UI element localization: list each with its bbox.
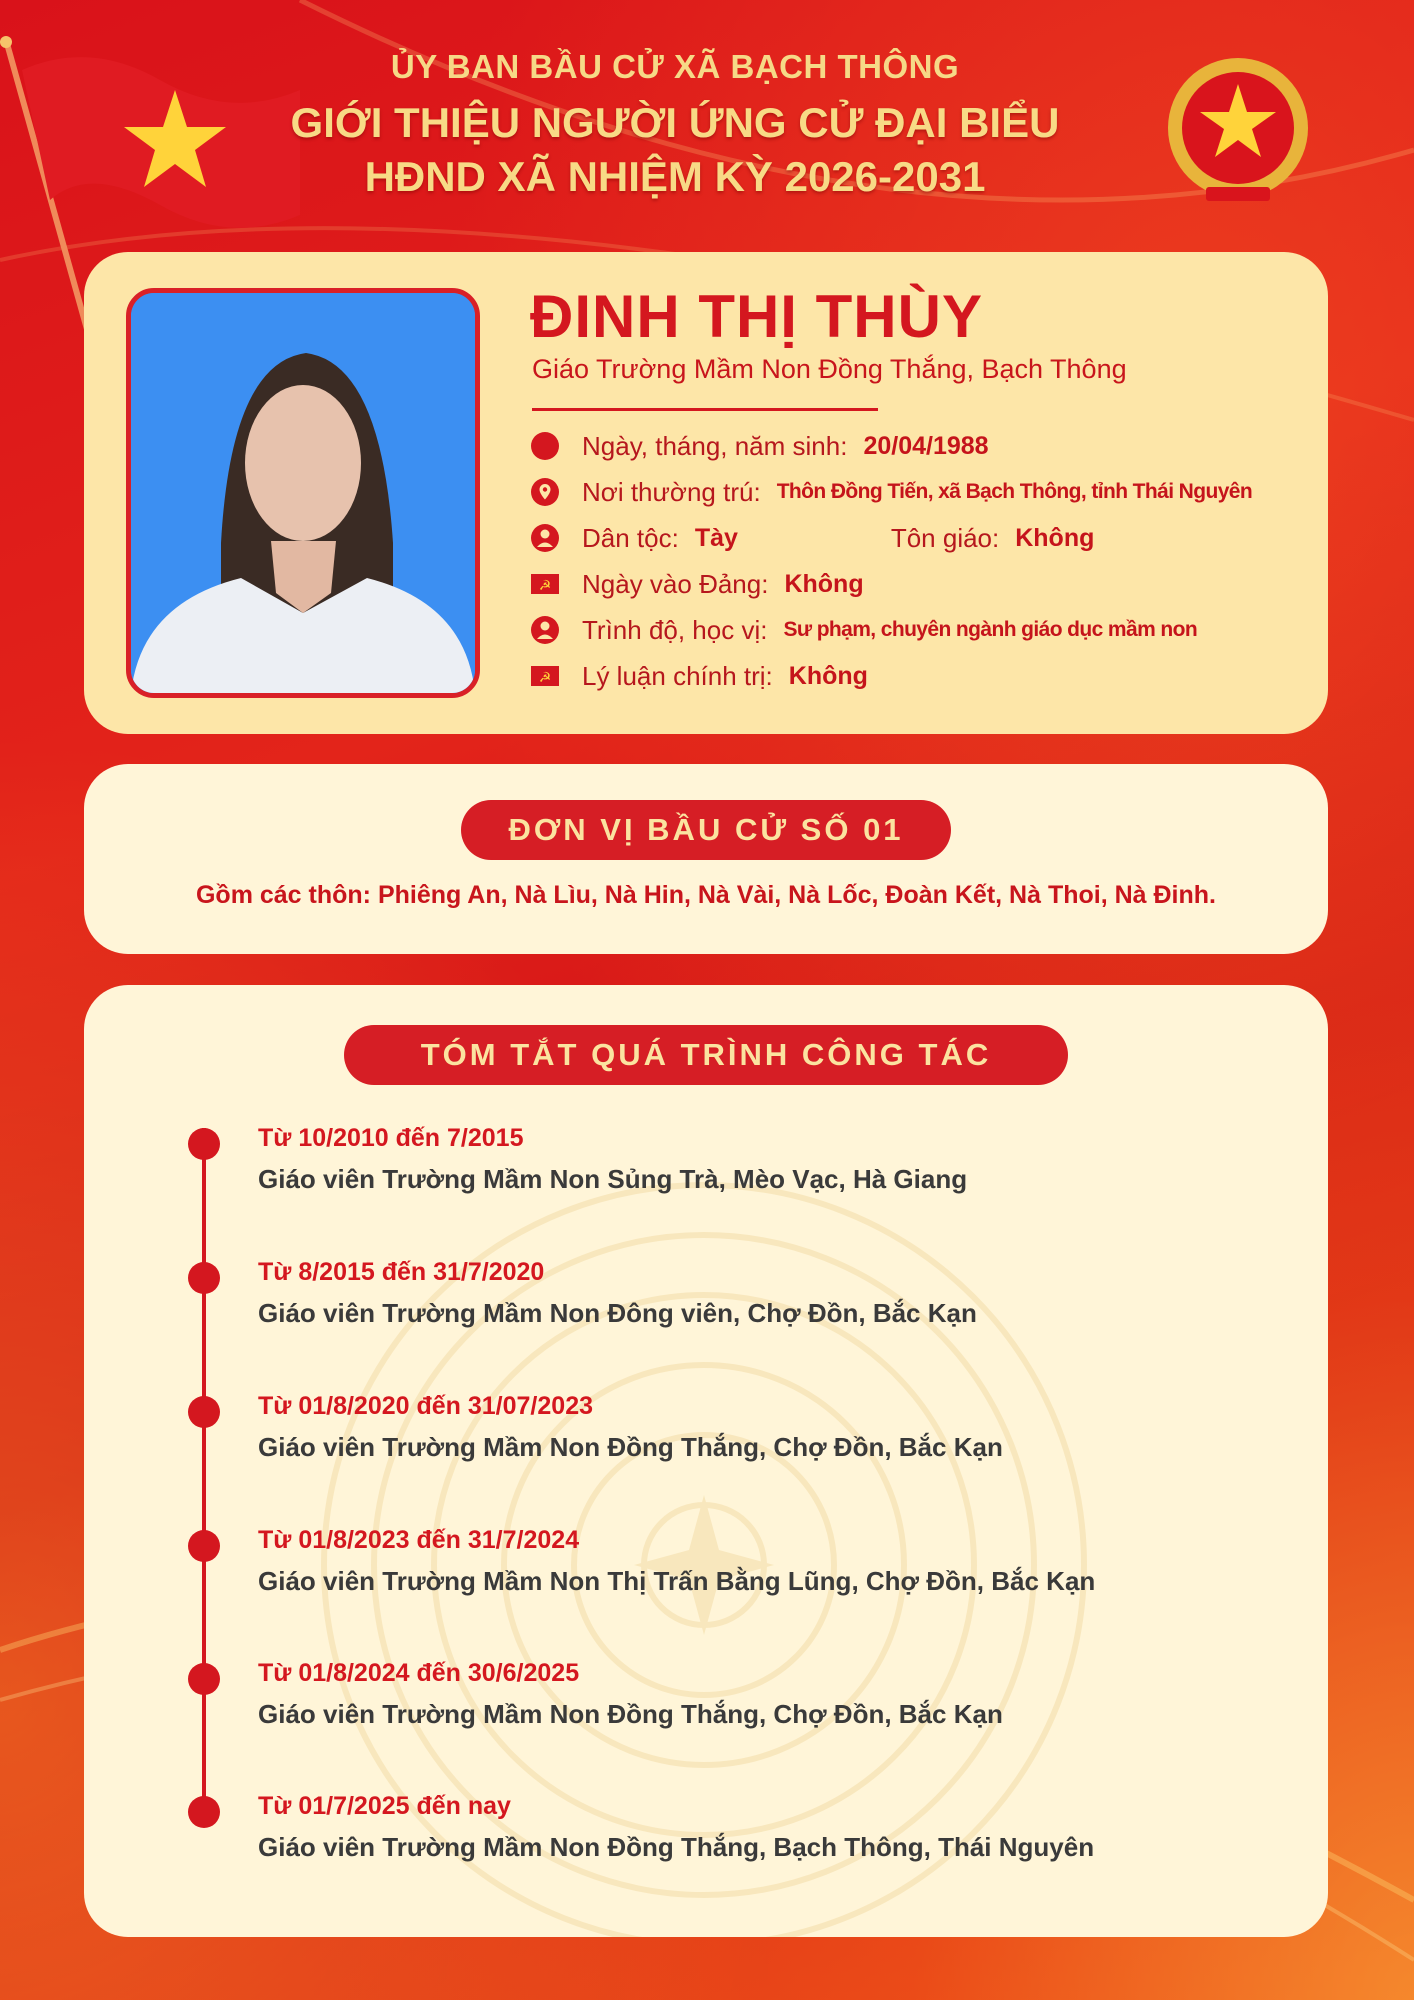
- timeline-description: Giáo viên Trường Mầm Non Thị Trấn Bằng Lũng, Chợ Đồn, Bắc Kạn: [258, 1566, 1096, 1596]
- timeline-dot: [188, 1262, 220, 1294]
- person-icon: [530, 523, 560, 553]
- electoral-unit-title: ĐƠN VỊ BẦU CỬ SỐ 01: [461, 800, 951, 860]
- candidate-position: Giáo Trường Mầm Non Đồng Thắng, Bạch Thông: [532, 354, 1127, 384]
- religion-value: Không: [1015, 523, 1095, 552]
- religion-label: Tôn giáo:: [890, 522, 1000, 553]
- national-emblem-icon: [1158, 52, 1318, 212]
- career-summary-title: TÓM TẮT QUÁ TRÌNH CÔNG TÁC: [344, 1025, 1068, 1085]
- timeline-period: Từ 01/8/2023 đến 31/7/2024: [258, 1526, 580, 1554]
- education-value: Sư phạm, chuyên ngành giáo dục mầm non: [783, 618, 1198, 641]
- red-circle-icon: [530, 431, 560, 461]
- info-row-ethnicity: [530, 518, 1094, 558]
- timeline-period: Từ 01/8/2024 đến 30/6/2025: [258, 1659, 580, 1687]
- page-header: [230, 48, 1120, 204]
- politics-label: Lý luận chính trị:: [582, 660, 773, 691]
- party-flag-icon: [530, 569, 560, 599]
- politics-value: Không: [788, 661, 868, 690]
- location-pin-icon: [530, 477, 560, 507]
- candidate-profile-card: [84, 252, 1328, 734]
- page-title-line2: HĐND XÃ NHIỆM KỲ 2026-2031: [364, 153, 986, 200]
- timeline-line: [202, 1128, 206, 1808]
- residence-value: Thôn Đồng Tiến, xã Bạch Thông, tỉnh Thái Nguyên: [776, 480, 1253, 503]
- svg-text:☭: ☭: [538, 578, 552, 594]
- electoral-unit-description: Gồm các thôn: Phiêng An, Nà Lìu, Nà Hin, Nà Vài, Nà Lốc, Đoàn Kết, Nà Thoi, Nà Đinh.: [195, 881, 1216, 909]
- party-value: Không: [784, 569, 864, 598]
- info-row-politics: [530, 656, 868, 696]
- drum-pattern-watermark: [314, 1175, 1094, 1937]
- page-title-line1: GIỚI THIỆU NGƯỜI ỨNG CỬ ĐẠI BIỂU: [290, 99, 1060, 146]
- timeline-period: Từ 10/2010 đến 7/2015: [258, 1124, 524, 1152]
- info-row-education: [530, 610, 1197, 650]
- info-row-residence: [530, 472, 1252, 512]
- timeline-period: Từ 01/8/2020 đến 31/07/2023: [258, 1392, 593, 1420]
- residence-label: Nơi thường trú:: [582, 476, 761, 507]
- career-summary-card: [84, 985, 1328, 1937]
- timeline-dot: [188, 1530, 220, 1562]
- education-label: Trình độ, học vị:: [582, 614, 768, 645]
- timeline-dot: [188, 1128, 220, 1160]
- timeline-description: Giáo viên Trường Mầm Non Đồng Thắng, Bạch Thông, Thái Nguyên: [258, 1832, 1095, 1862]
- timeline-dot: [188, 1396, 220, 1428]
- party-flag-icon: [530, 661, 560, 691]
- timeline-description: Giáo viên Trường Mầm Non Sủng Trà, Mèo Vạc, Hà Giang: [258, 1164, 968, 1194]
- timeline-description: Giáo viên Trường Mầm Non Đồng Thắng, Chợ Đồn, Bắc Kạn: [258, 1432, 1003, 1462]
- electoral-unit-card: [84, 764, 1328, 954]
- timeline-dot: [188, 1796, 220, 1828]
- timeline-description: Giáo viên Trường Mầm Non Đồng Thắng, Chợ Đồn, Bắc Kạn: [258, 1699, 1003, 1729]
- organization-name: ỦY BAN BẦU CỬ XÃ BẠCH THÔNG: [390, 48, 960, 85]
- divider: [532, 408, 878, 411]
- ethnicity-label: Dân tộc:: [582, 522, 679, 553]
- timeline-dot: [188, 1663, 220, 1695]
- party-label: Ngày vào Đảng:: [582, 568, 769, 599]
- person-icon: [530, 615, 560, 645]
- ethnicity-value: Tày: [694, 523, 738, 552]
- candidate-photo: [126, 288, 480, 698]
- dob-value: 20/04/1988: [863, 431, 989, 460]
- timeline-period: Từ 01/7/2025 đến nay: [258, 1792, 511, 1820]
- info-row-dob: [530, 426, 989, 466]
- info-row-party: [530, 564, 864, 604]
- timeline-description: Giáo viên Trường Mầm Non Đông viên, Chợ Đồn, Bắc Kạn: [258, 1298, 977, 1328]
- timeline-period: Từ 8/2015 đến 31/7/2020: [258, 1258, 545, 1286]
- svg-text:☭: ☭: [538, 670, 552, 686]
- dob-label: Ngày, tháng, năm sinh:: [582, 430, 848, 461]
- candidate-name: ĐINH THỊ THÙY: [530, 283, 983, 350]
